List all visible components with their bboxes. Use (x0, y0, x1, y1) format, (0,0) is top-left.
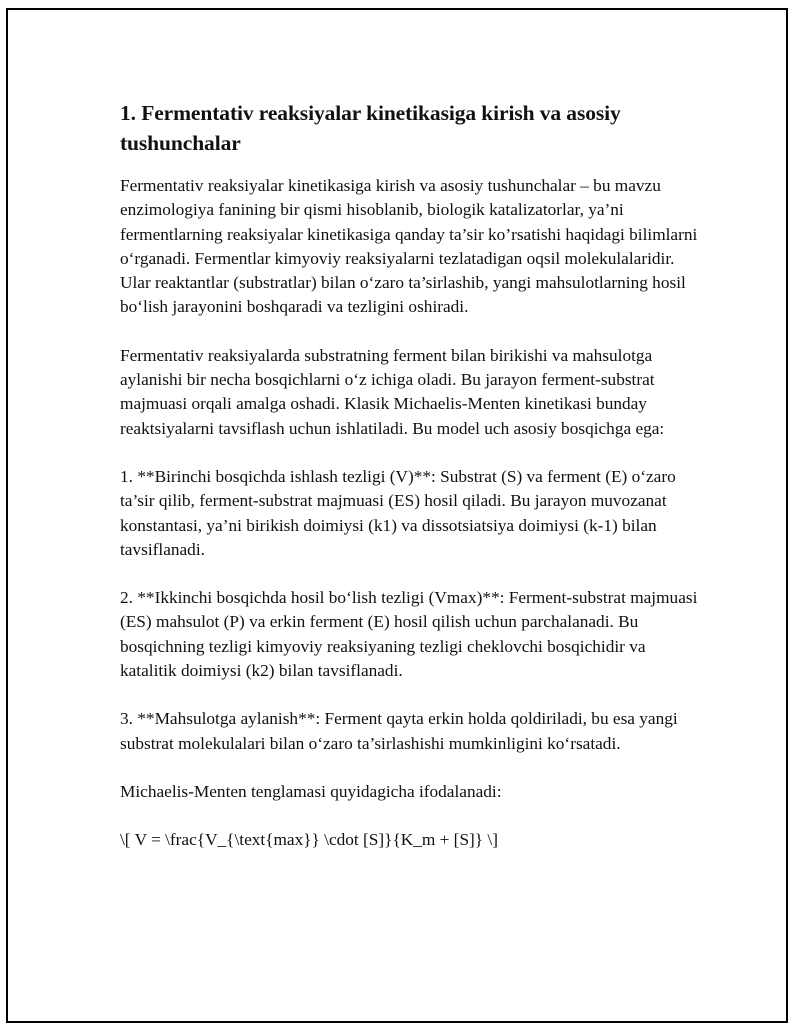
paragraph-stage-2: 2. **Ikkinchi bosqichda hosil bo‘lish tezligi (Vmax)**: Ferment-substrat majmuasi (ES) mahsulot (P) va erkin ferment (E) hosil qilish uchun parchalanadi. Bu bosqichning tezligi kimyoviy reaksiyaning tezligi cheklovchi bosqichidir va katalitik doimiysi (k2) bilan tavsiflanadi. (120, 588, 698, 681)
paragraph-stages-overview: Fermentativ reaksiyalarda substratning ferment bilan birikishi va mahsulotga aylanishi bir necha bosqichlarni o‘z ichiga oladi. Bu jarayon ferment-substrat majmuasi orqali amalga oshadi. Klasik Michaelis-Menten kinetikasi bunday reaktsiyalarni tavsiflash uchun ishlatiladi. Bu model uch asosiy bosqichga ega: (120, 345, 665, 438)
paragraph-stage-3: 3. **Mahsulotga aylanish**: Ferment qayta erkin holda qoldiriladi, bu esa yangi substrat molekulalari bilan o‘zaro ta’sirlashishi mumkinligini ko‘rsatadi. (120, 709, 678, 753)
paragraph-stage-1: 1. **Birinchi bosqichda ishlash tezligi (V)**: Substrat (S) va ferment (E) o‘zaro ta’sir qilib, ferment-substrat majmuasi (ES) hosil qiladi. Bu jarayon muvozanat konstantasi, ya’ni birikish doimiysi (k1) va dissotsiatsiya doimiysi (k-1) bilan tavsiflanadi. (120, 466, 676, 559)
paragraph-equation-intro: Michaelis-Menten tenglamasi quyidagicha ifodalanadi: (120, 781, 502, 801)
document-content (120, 98, 700, 877)
document-page (6, 8, 788, 1023)
equation-latex: \[ V = \frac{V_{\text{max}} \cdot [S]}{K_m + [S]} \] (120, 830, 498, 850)
paragraph-intro: Fermentativ reaksiyalar kinetikasiga kirish va asosiy tushunchalar – bu mavzu enzimologiya fanining bir qismi hisoblanib, biologik katalizatorlar, ya’ni fermentlarning reaksiyalar kinetikasiga qanday ta’sir ko’rsatishi haqidagi bilimlarni o‘rganadi. Fermentlar kimyoviy reaksiyalarni tezlatadigan oqsil molekulalaridir. Ular reaktantlar (substratlar) bilan o‘zaro ta’sirlashib, yangi mahsulotlarning hosil bo‘lish jarayonini boshqaradi va tezligini oshiradi. (120, 176, 698, 317)
section-heading: 1. Fermentativ reaksiyalar kinetikasiga kirish va asosiy tushunchalar (120, 101, 621, 155)
